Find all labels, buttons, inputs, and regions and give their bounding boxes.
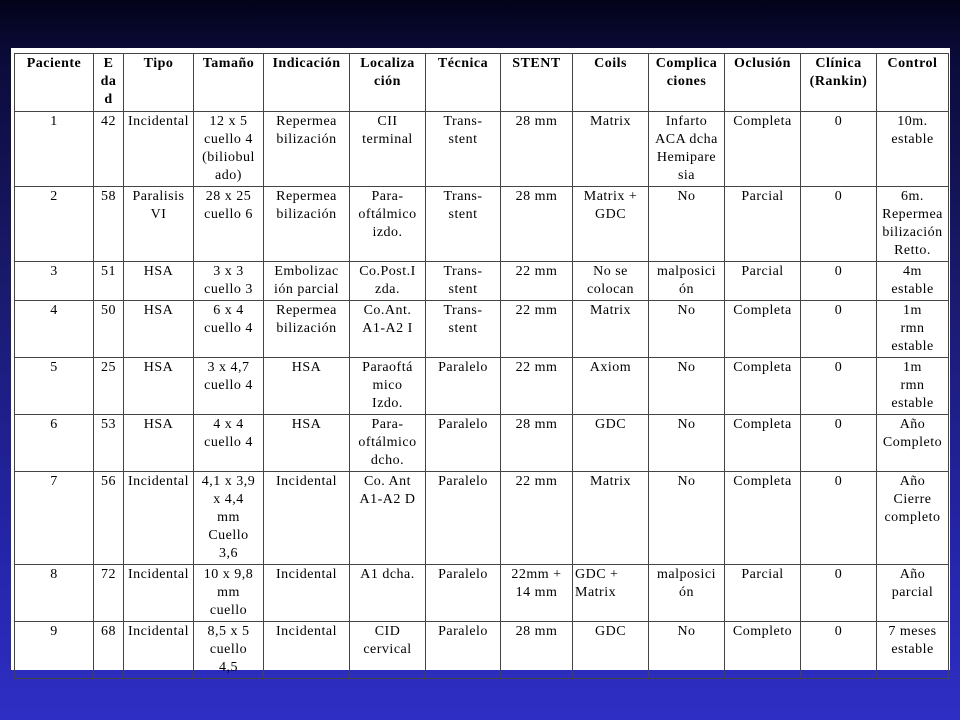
- cell-tecnica: Trans- stent: [426, 187, 501, 262]
- cell-indicacion: Repermea bilización: [264, 301, 350, 358]
- cell-tipo: Incidental: [124, 472, 194, 565]
- cell-indicacion: Incidental: [264, 472, 350, 565]
- cell-tecnica: Paralelo: [426, 565, 501, 622]
- cell-control: 4m estable: [877, 262, 949, 301]
- cell-oclusion: Completa: [725, 415, 801, 472]
- cell-coils: GDC: [573, 622, 649, 679]
- table-row: [15, 301, 949, 358]
- cell-complicaciones: No: [649, 415, 725, 472]
- cell-localizacion: A1 dcha.: [350, 565, 426, 622]
- header-tipo: Tipo: [124, 54, 194, 112]
- header-indicacion: Indicación: [264, 54, 350, 112]
- cell-tamano: 4,1 x 3,9 x 4,4 mm Cuello 3,6: [194, 472, 264, 565]
- header-stent: STENT: [501, 54, 573, 112]
- cell-clinica: 0: [801, 565, 877, 622]
- cell-tamano: 3 x 4,7 cuello 4: [194, 358, 264, 415]
- cell-tipo: Paralisis VI: [124, 187, 194, 262]
- cell-tamano: 3 x 3 cuello 3: [194, 262, 264, 301]
- cell-edad: 72: [94, 565, 124, 622]
- cell-clinica: 0: [801, 622, 877, 679]
- cell-tecnica: Trans- stent: [426, 112, 501, 187]
- cell-complicaciones: malposici ón: [649, 262, 725, 301]
- cell-edad: 56: [94, 472, 124, 565]
- cell-localizacion: Co.Ant. A1-A2 I: [350, 301, 426, 358]
- data-table-panel: [11, 48, 950, 675]
- cell-stent: 22 mm: [501, 358, 573, 415]
- cell-edad: 42: [94, 112, 124, 187]
- table-row: [15, 565, 949, 622]
- table-row: [15, 472, 949, 565]
- header-edad: E da d: [94, 54, 124, 112]
- header-oclusion: Oclusión: [725, 54, 801, 112]
- cell-tipo: HSA: [124, 301, 194, 358]
- cell-complicaciones: No: [649, 358, 725, 415]
- patients-table: [14, 53, 949, 679]
- cell-localizacion: Co. Ant A1-A2 D: [350, 472, 426, 565]
- cell-paciente: 7: [15, 472, 94, 565]
- cell-tipo: Incidental: [124, 565, 194, 622]
- cell-complicaciones: malposici ón: [649, 565, 725, 622]
- cell-paciente: 9: [15, 622, 94, 679]
- cell-control: 10m. estable: [877, 112, 949, 187]
- cell-indicacion: HSA: [264, 415, 350, 472]
- cell-stent: 28 mm: [501, 187, 573, 262]
- cell-control: 7 meses estable: [877, 622, 949, 679]
- table-row: [15, 262, 949, 301]
- cell-indicacion: Repermea bilización: [264, 187, 350, 262]
- cell-coils: Axiom: [573, 358, 649, 415]
- cell-stent: 22 mm: [501, 262, 573, 301]
- cell-clinica: 0: [801, 187, 877, 262]
- cell-edad: 51: [94, 262, 124, 301]
- cell-tipo: Incidental: [124, 112, 194, 187]
- header-localizacion: Localiza ción: [350, 54, 426, 112]
- cell-tecnica: Paralelo: [426, 472, 501, 565]
- cell-control: 6m. Repermea bilización Retto.: [877, 187, 949, 262]
- header-row: [15, 54, 949, 112]
- cell-tecnica: Paralelo: [426, 415, 501, 472]
- cell-edad: 25: [94, 358, 124, 415]
- header-clinica: Clínica (Rankin): [801, 54, 877, 112]
- cell-edad: 58: [94, 187, 124, 262]
- cell-coils: Matrix: [573, 472, 649, 565]
- cell-clinica: 0: [801, 415, 877, 472]
- cell-edad: 50: [94, 301, 124, 358]
- header-complicaciones: Complica ciones: [649, 54, 725, 112]
- cell-tamano: 6 x 4 cuello 4: [194, 301, 264, 358]
- cell-complicaciones: No: [649, 622, 725, 679]
- table-body: [15, 112, 949, 679]
- cell-tipo: HSA: [124, 262, 194, 301]
- cell-oclusion: Completa: [725, 301, 801, 358]
- header-tecnica: Técnica: [426, 54, 501, 112]
- cell-paciente: 5: [15, 358, 94, 415]
- cell-coils: No se colocan: [573, 262, 649, 301]
- cell-tamano: 28 x 25 cuello 6: [194, 187, 264, 262]
- cell-localizacion: Paraoftá mico Izdo.: [350, 358, 426, 415]
- cell-edad: 68: [94, 622, 124, 679]
- cell-tamano: 4 x 4 cuello 4: [194, 415, 264, 472]
- cell-control: 1m rmn estable: [877, 358, 949, 415]
- cell-control: Año Cierre completo: [877, 472, 949, 565]
- cell-indicacion: Incidental: [264, 622, 350, 679]
- cell-localizacion: Para- oftálmico dcho.: [350, 415, 426, 472]
- cell-localizacion: CID cervical: [350, 622, 426, 679]
- cell-clinica: 0: [801, 472, 877, 565]
- cell-paciente: 2: [15, 187, 94, 262]
- cell-clinica: 0: [801, 358, 877, 415]
- cell-complicaciones: No: [649, 472, 725, 565]
- cell-clinica: 0: [801, 262, 877, 301]
- cell-oclusion: Completo: [725, 622, 801, 679]
- cell-tecnica: Trans- stent: [426, 262, 501, 301]
- table-row: [15, 187, 949, 262]
- cell-coils: Matrix: [573, 112, 649, 187]
- cell-localizacion: Para- oftálmico izdo.: [350, 187, 426, 262]
- cell-indicacion: Incidental: [264, 565, 350, 622]
- table-row: [15, 415, 949, 472]
- cell-coils: Matrix: [573, 301, 649, 358]
- cell-oclusion: Parcial: [725, 187, 801, 262]
- cell-oclusion: Parcial: [725, 565, 801, 622]
- cell-tamano: 10 x 9,8 mm cuello: [194, 565, 264, 622]
- cell-paciente: 6: [15, 415, 94, 472]
- cell-stent: 28 mm: [501, 415, 573, 472]
- cell-tecnica: Paralelo: [426, 622, 501, 679]
- cell-control: Año parcial: [877, 565, 949, 622]
- cell-paciente: 1: [15, 112, 94, 187]
- cell-tipo: HSA: [124, 415, 194, 472]
- cell-paciente: 3: [15, 262, 94, 301]
- cell-indicacion: Embolizac ión parcial: [264, 262, 350, 301]
- cell-localizacion: Co.Post.I zda.: [350, 262, 426, 301]
- cell-tamano: 12 x 5 cuello 4 (biliobul ado): [194, 112, 264, 187]
- cell-complicaciones: Infarto ACA dcha Hemipare sia: [649, 112, 725, 187]
- cell-tipo: Incidental: [124, 622, 194, 679]
- cell-edad: 53: [94, 415, 124, 472]
- cell-control: 1m rmn estable: [877, 301, 949, 358]
- cell-oclusion: Parcial: [725, 262, 801, 301]
- cell-complicaciones: No: [649, 187, 725, 262]
- header-coils: Coils: [573, 54, 649, 112]
- cell-tamano: 8,5 x 5 cuello 4,5: [194, 622, 264, 679]
- cell-clinica: 0: [801, 301, 877, 358]
- cell-indicacion: HSA: [264, 358, 350, 415]
- cell-stent: 22mm + 14 mm: [501, 565, 573, 622]
- cell-oclusion: Completa: [725, 472, 801, 565]
- header-tamano: Tamaño: [194, 54, 264, 112]
- cell-indicacion: Repermea bilización: [264, 112, 350, 187]
- cell-complicaciones: No: [649, 301, 725, 358]
- cell-stent: 28 mm: [501, 112, 573, 187]
- header-paciente: Paciente: [15, 54, 94, 112]
- cell-stent: 22 mm: [501, 472, 573, 565]
- cell-coils: GDC + Matrix: [573, 565, 649, 622]
- cell-tecnica: Paralelo: [426, 358, 501, 415]
- cell-oclusion: Completa: [725, 358, 801, 415]
- cell-localizacion: CII terminal: [350, 112, 426, 187]
- table-row: [15, 358, 949, 415]
- cell-paciente: 4: [15, 301, 94, 358]
- table-row: [15, 622, 949, 679]
- cell-coils: GDC: [573, 415, 649, 472]
- table-row: [15, 112, 949, 187]
- cell-clinica: 0: [801, 112, 877, 187]
- cell-tecnica: Trans- stent: [426, 301, 501, 358]
- cell-oclusion: Completa: [725, 112, 801, 187]
- cell-coils: Matrix + GDC: [573, 187, 649, 262]
- cell-tipo: HSA: [124, 358, 194, 415]
- header-control: Control: [877, 54, 949, 112]
- cell-stent: 22 mm: [501, 301, 573, 358]
- cell-paciente: 8: [15, 565, 94, 622]
- cell-control: Año Completo: [877, 415, 949, 472]
- cell-stent: 28 mm: [501, 622, 573, 679]
